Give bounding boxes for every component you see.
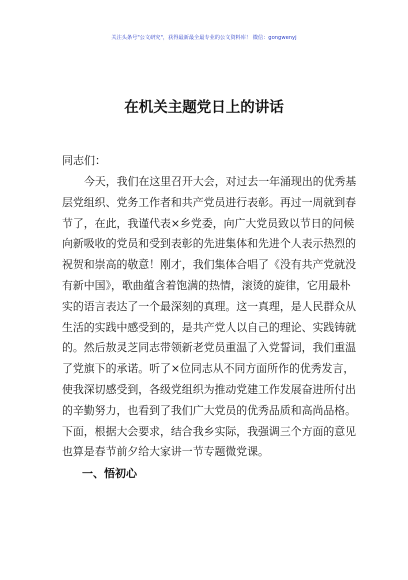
paragraph-line: 层党组织、党务工作者和共产党员进行表彰。再过一周就到春	[62, 195, 357, 209]
document-title: 在机关主题党日上的讲话	[124, 100, 284, 116]
paragraph-line: 的辛勤努力，也看到了我们广大党员的优秀品质和高尚品格。	[62, 403, 357, 417]
paragraph-line: 祝贺和崇高的敬意！刚才，我们集体合唱了《没有共产党就没	[62, 258, 357, 272]
paragraph-line: 的。然后敖灵芝同志带领新老党员重温了入党誓词，我们重温	[62, 341, 357, 355]
paragraph-line: 节了，在此，我谨代表×乡党委，向广大党员致以节日的问候	[62, 216, 355, 230]
paragraph-line: 使我深切感受到，各级党组织为推动党建工作发展奋进所付出	[62, 382, 357, 396]
paragraph-line: 生活的实践中感受到的，是共产党人以自己的理论、实践铸就	[62, 320, 357, 334]
paragraph-line: 向新吸收的党员和受到表彰的先进集体和先进个人表示热烈的	[62, 237, 357, 251]
paragraph-line: 了党旗下的承诺。听了×位同志从不同方面所作的优秀发言，	[62, 362, 355, 376]
paragraph-line: 有新中国》，歌曲蕴含着饱满的热情，滚烫的旋律，它用最朴	[62, 278, 351, 292]
salutation: 同志们：	[62, 154, 106, 167]
header-note: 关注头条号"公文研究"，获得最新最全最专业的公文资料库！ 微信：gongwenyj	[111, 35, 297, 41]
paragraph-line: 也算是春节前夕给大家讲一节专题微党课。	[62, 445, 269, 459]
section-heading: 一、悟初心	[82, 467, 137, 480]
paragraph-line: 实的语言表达了一个最深刻的真理。这一真理，是人民群众从	[62, 299, 357, 313]
paragraph-line: 下面，根据大会要求，结合我乡实际，我强调三个方面的意见	[62, 424, 357, 438]
speech-paragraph	[62, 172, 357, 463]
paragraph-line: 今天，我们在这里召开大会，对过去一年涌现出的优秀基	[84, 175, 357, 188]
